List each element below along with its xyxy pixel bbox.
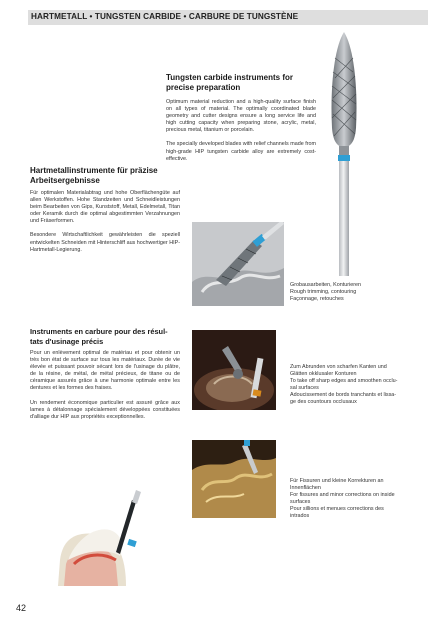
caption-1-line-2: Rough trimming, contouring	[290, 289, 357, 295]
german-paragraph-2: Besondere Wirtschaftlichkeit gewährleisten die speziell entwickelten Schneiden mit Hinterschliff aus hochwertiger HIP-Hartmetall-Legierung.	[30, 232, 180, 253]
occlusal-smoothing-photo	[192, 330, 276, 410]
french-heading-line2: tats d'usinage précis	[30, 337, 104, 346]
german-body	[30, 190, 180, 254]
fissure-correction-caption	[290, 478, 430, 520]
section-header-bar	[28, 10, 428, 25]
carbide-burr-photo	[318, 28, 370, 276]
english-paragraph-2: The specially developed blades with relief channels made from high-grade HIP tungsten carbide alloy are extremely cost-effective.	[166, 141, 316, 162]
english-body	[166, 99, 316, 163]
english-heading	[166, 73, 316, 93]
german-heading	[30, 166, 180, 186]
caption-3-line-1: Für Fissuren und kleine Korrekturen an	[290, 478, 384, 484]
german-heading-line1: Hartmetallinstrumente für präzise	[30, 166, 158, 175]
caption-3-line-2: Innenflächen	[290, 485, 321, 491]
crown-trimming-photo	[40, 490, 160, 586]
caption-3-line-6: intrados	[290, 513, 310, 519]
english-heading-line2: precise preparation	[166, 83, 241, 92]
caption-2-line-6: ge des countours occlusaux	[290, 399, 357, 405]
caption-2-line-1: Zum Abrunden von scharfen Kanten und	[290, 364, 387, 370]
caption-2-line-2: Glätten okklusaler Konturen	[290, 371, 357, 377]
caption-3-line-3: For fissures and minor corrections on inside	[290, 492, 395, 498]
english-paragraph-1: Optimum material reduction and a high-quality surface finish on all types of material. The optimally coordinated blade geometry and cutter designs ensure a long service life and high cutting capacity when preparing stone, acrylic, metal, precious metal, titanium or porcelain.	[166, 99, 316, 134]
caption-3-line-5: Pour sillions et menues corrections des	[290, 506, 384, 512]
french-paragraph-1: Pour un enlèvement optimal de matériau et pour obtenir un très bon état de surface sur tous les matériaux. Durée de vie élevée et puissant pouvoir sécant lors de l'usinage du plâtre, de la résine, de métal, de métal précieux, de titane ou de céramique assurés grâce à une harmonie optimale entre les dentures et les formes des fraises.	[30, 350, 180, 392]
french-heading	[30, 327, 180, 347]
french-body	[30, 350, 180, 421]
caption-1-line-3: Façonnage, retouches	[290, 296, 344, 302]
rough-trimming-caption	[290, 282, 430, 303]
caption-1-line-1: Grobausarbeiten, Konturieren	[290, 282, 362, 288]
section-header-title: HARTMETALL • TUNGSTEN CARBIDE • CARBURE DE TUNGSTÈNE	[31, 12, 299, 21]
french-heading-line1: Instruments en carbure pour des résul-	[30, 327, 168, 336]
german-heading-line2: Arbeitsergebnisse	[30, 176, 100, 185]
caption-2-line-5: Adoucissement de bords tranchants et lissa-	[290, 392, 397, 398]
fissure-correction-photo	[192, 440, 276, 518]
rough-trimming-photo	[192, 222, 284, 306]
english-heading-line1: Tungsten carbide instruments for	[166, 73, 293, 82]
occlusal-smoothing-caption	[290, 364, 430, 406]
caption-3-line-4: surfaces	[290, 499, 311, 505]
page-number: 42	[16, 603, 27, 613]
german-paragraph-1: Für optimalen Materialabtrag und hohe Oberflächengüte auf allen Werkstoffen. Hohe Standzeiten und Schneidleistungen beim Bearbeiten von Gips, Kunststoff, Metall, Edelmetall, Titan oder Keramik durch die optimal abgestimmten Verzahnungen und Fräserformen.	[30, 190, 180, 225]
caption-2-line-3: To take off sharp edges and smoothen occlu-	[290, 378, 398, 384]
caption-2-line-4: sal surfaces	[290, 385, 319, 391]
french-paragraph-2: Un rendement économique particulier est assuré grâce aux lames à détalonnage spécialement développées constituées d'alliage dur HIP aux propriétés exceptionnelles.	[30, 399, 180, 420]
